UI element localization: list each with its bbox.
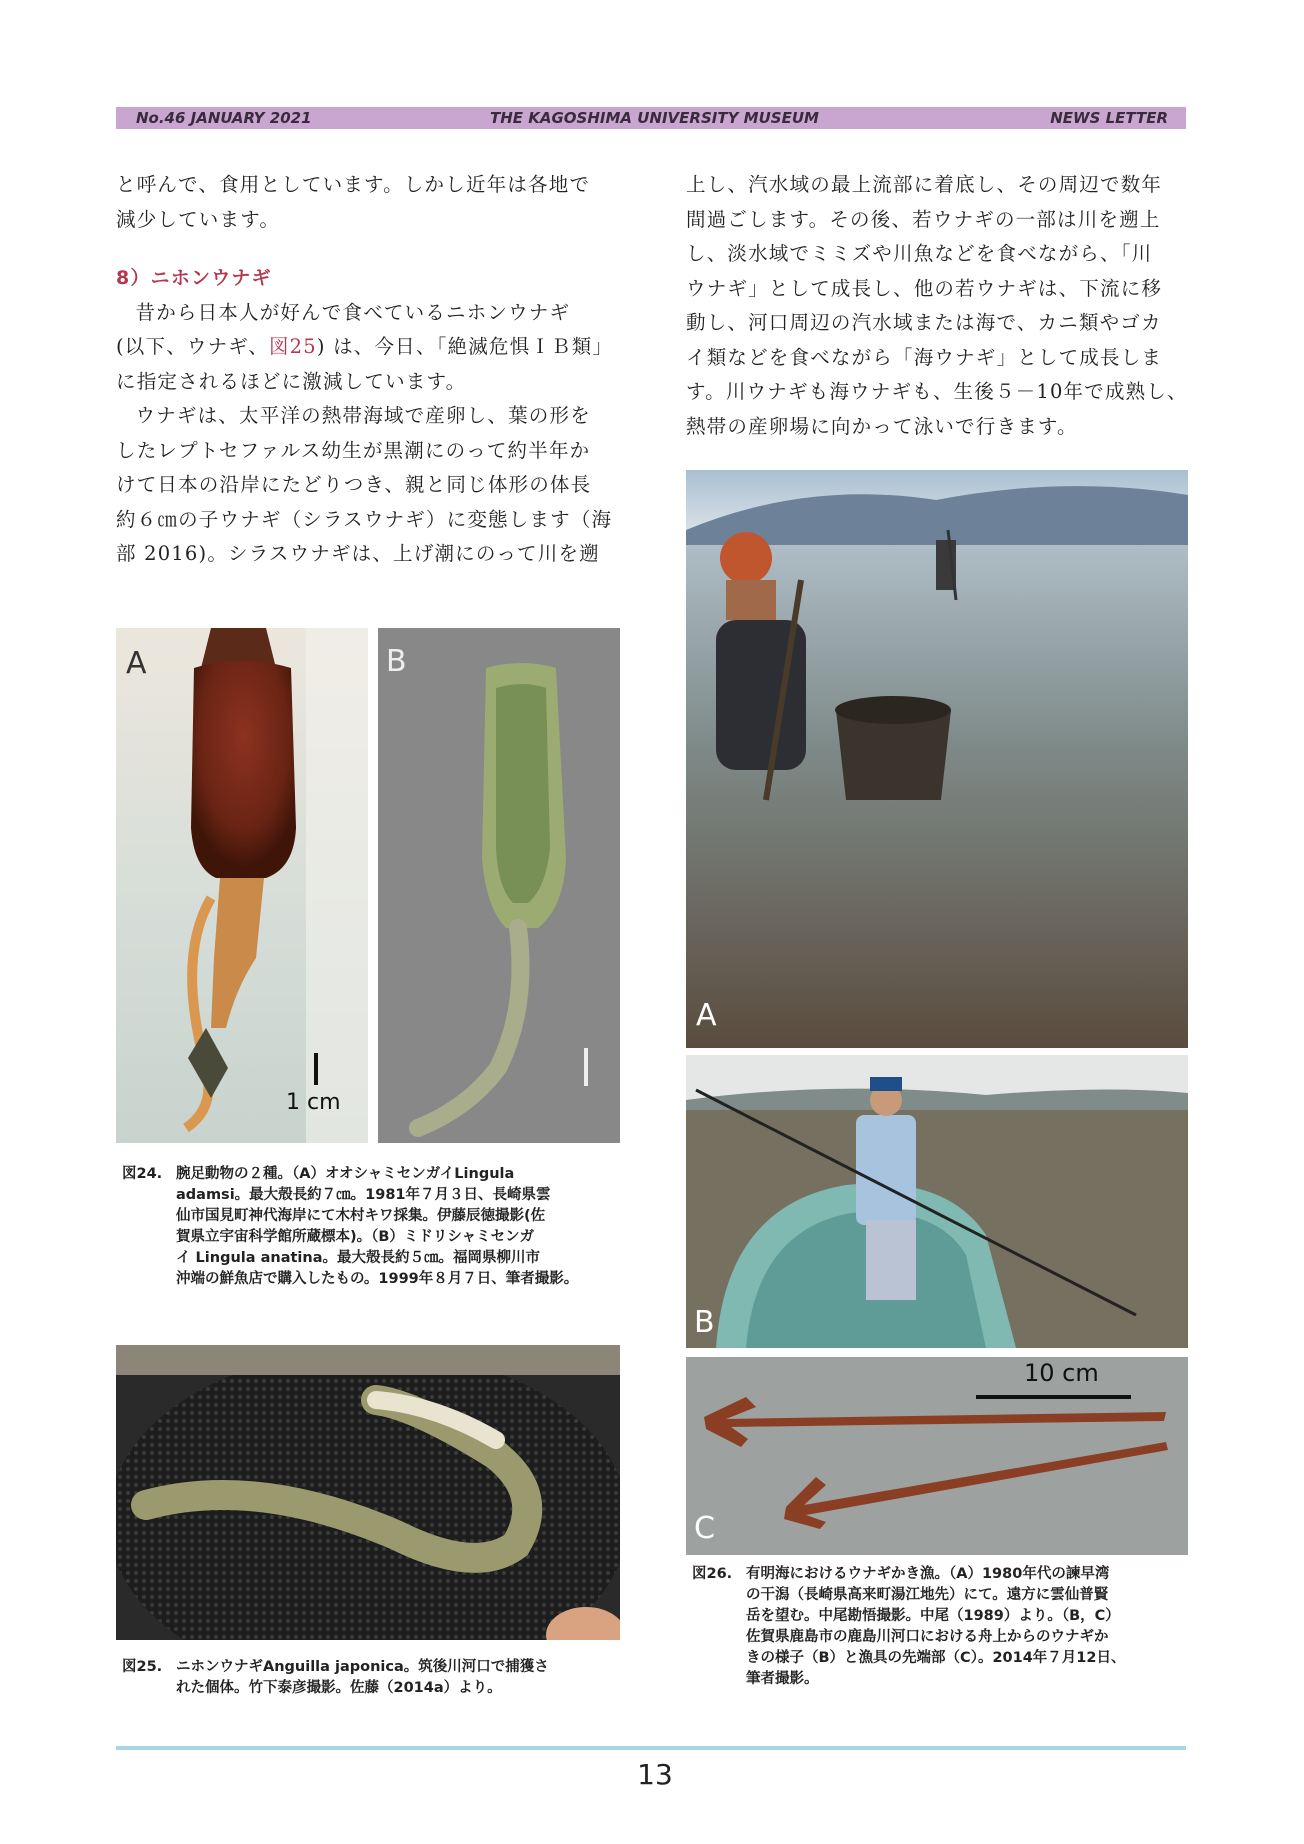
lingula-anatina-image bbox=[378, 628, 620, 1143]
caption-line: adamsi。最大殻長約７㎝。1981年７月３日、長崎県雲 bbox=[176, 1187, 551, 1203]
caption-number: 図24. bbox=[122, 1166, 163, 1182]
text-line: に指定されるほどに激減しています。 bbox=[116, 369, 467, 393]
caption-line: 有明海におけるウナギかき漁。（A）1980年代の諫早湾 bbox=[746, 1566, 1110, 1582]
text-line: イ類などを食べながら「海ウナギ」として成長しま bbox=[686, 345, 1163, 369]
fig24-caption bbox=[122, 1164, 622, 1294]
text-line: す。川ウナギも海ウナギも、生後５－10年で成熟し、 bbox=[686, 380, 1188, 403]
caption-number: 図25. bbox=[122, 1659, 163, 1675]
scale-label: 1 cm bbox=[286, 1090, 341, 1115]
caption-line: 沖端の鮮魚店で購入したもの。1999年８月７日、筆者撮影。 bbox=[176, 1271, 579, 1287]
fig26-caption bbox=[692, 1564, 1192, 1704]
right-column bbox=[686, 168, 1196, 444]
caption-line: きの様子（B）と漁具の先端部（C）。2014年７月12日、 bbox=[746, 1650, 1126, 1666]
text-line: ウナギは、太平洋の熱帯海域で産卵し、葉の形を bbox=[135, 404, 591, 427]
text-segment: (以下、ウナギ、 bbox=[116, 335, 269, 358]
text-line: 間過ごします。その後、若ウナギの一部は川を遡上 bbox=[686, 207, 1161, 231]
caption-line: れた個体。竹下泰彦撮影。佐藤（2014a）より。 bbox=[176, 1680, 502, 1696]
caption-line: 仙市国見町神代海岸にて木村キワ採集。伊藤辰徳撮影(佐 bbox=[176, 1208, 546, 1224]
figure-reference-link[interactable]: 図25 bbox=[268, 335, 317, 358]
fig25-caption bbox=[122, 1657, 622, 1707]
fig26-photo-a bbox=[686, 470, 1188, 1048]
text-line: 部 2016)。シラスウナギは、上げ潮にのって川を遡 bbox=[116, 542, 600, 565]
fig25-photo bbox=[116, 1345, 620, 1640]
text-segment: ) は、今日、「絶滅危惧ＩＢ類」 bbox=[316, 335, 614, 358]
lingula-adamsi-image bbox=[116, 628, 368, 1143]
panel-label-b: B bbox=[694, 1305, 715, 1340]
header-band bbox=[116, 107, 1186, 129]
panel-label-a: A bbox=[696, 998, 717, 1033]
panel-label-c: C bbox=[694, 1511, 715, 1546]
text-line: と呼んで、食用としています。しかし近年は各地で bbox=[116, 173, 591, 196]
japanese-eel-image bbox=[116, 1345, 620, 1640]
text-line: 昔から日本人が好んで食べているニホンウナギ bbox=[135, 300, 571, 324]
fig24-photo-a bbox=[116, 628, 368, 1143]
panel-label-a: A bbox=[126, 646, 147, 681]
newsletter-label: NEWS LETTER bbox=[1050, 109, 1168, 127]
museum-title: THE KAGOSHIMA UNIVERSITY MUSEUM bbox=[490, 109, 819, 127]
caption-line: 岳を望む。中尾勘悟撮影。中尾（1989）より。（B，C） bbox=[746, 1608, 1120, 1624]
eel-rake-tip-image bbox=[686, 1357, 1188, 1555]
scale-label: 10 cm bbox=[1024, 1359, 1099, 1387]
fig24-photo-b bbox=[378, 628, 620, 1143]
caption-line: イ Lingula anatina。最大殻長約５㎝。福岡県柳川市 bbox=[176, 1250, 540, 1266]
text-line: し、淡水域でミミズや川魚などを食べながら、「川 bbox=[686, 242, 1153, 265]
caption-line: 筆者撮影。 bbox=[746, 1671, 819, 1687]
fig26-photo-b bbox=[686, 1055, 1188, 1348]
caption-line: 腕足動物の２種。（A）オオシャミセンガイLingula bbox=[176, 1166, 515, 1182]
page-number: 13 bbox=[637, 1758, 673, 1791]
caption-line: の干潟（長崎県高来町湯江地先）にて。遠方に雲仙普賢 bbox=[746, 1587, 1109, 1603]
text-line: 上し、汽水域の最上流部に着底し、その周辺で数年 bbox=[686, 173, 1163, 196]
panel-label-b: B bbox=[386, 644, 407, 679]
left-column bbox=[116, 168, 626, 572]
caption-number: 図26. bbox=[692, 1566, 733, 1582]
section-heading: 8）ニホンウナギ bbox=[116, 267, 272, 289]
caption-line: 佐賀県鹿島市の鹿島川河口における舟上からのウナギか bbox=[746, 1629, 1109, 1645]
text-line-with-ref bbox=[116, 330, 626, 365]
caption-line: ニホンウナギAnguilla japonica。筑後川河口で捕獲さ bbox=[176, 1659, 549, 1675]
boat-eel-raking-image bbox=[686, 1055, 1188, 1348]
text-line: したレプトセファルス幼生が黒潮にのって約半年か bbox=[116, 438, 591, 462]
text-line: ウナギ」として成長し、他の若ウナギは、下流に移 bbox=[686, 276, 1163, 300]
tidal-flat-fishing-image bbox=[686, 470, 1188, 1048]
fig26-photo-c bbox=[686, 1357, 1188, 1555]
issue-label: No.46 JANUARY 2021 bbox=[136, 109, 312, 127]
footer-rule bbox=[116, 1746, 1186, 1750]
text-line: 熱帯の産卵場に向かって泳いで行きます。 bbox=[686, 414, 1078, 438]
text-line: 動し、河口周辺の汽水域または海で、カニ類やゴカ bbox=[686, 311, 1162, 334]
text-line: 減少しています。 bbox=[116, 207, 281, 231]
caption-line: 賀県立宇宙科学館所蔵標本)。（B）ミドリシャミセンガ bbox=[176, 1229, 535, 1245]
text-line: 約６㎝の子ウナギ（シラスウナギ）に変態します（海 bbox=[116, 507, 613, 531]
text-line: けて日本の沿岸にたどりつき、親と同じ体形の体長 bbox=[116, 473, 592, 496]
